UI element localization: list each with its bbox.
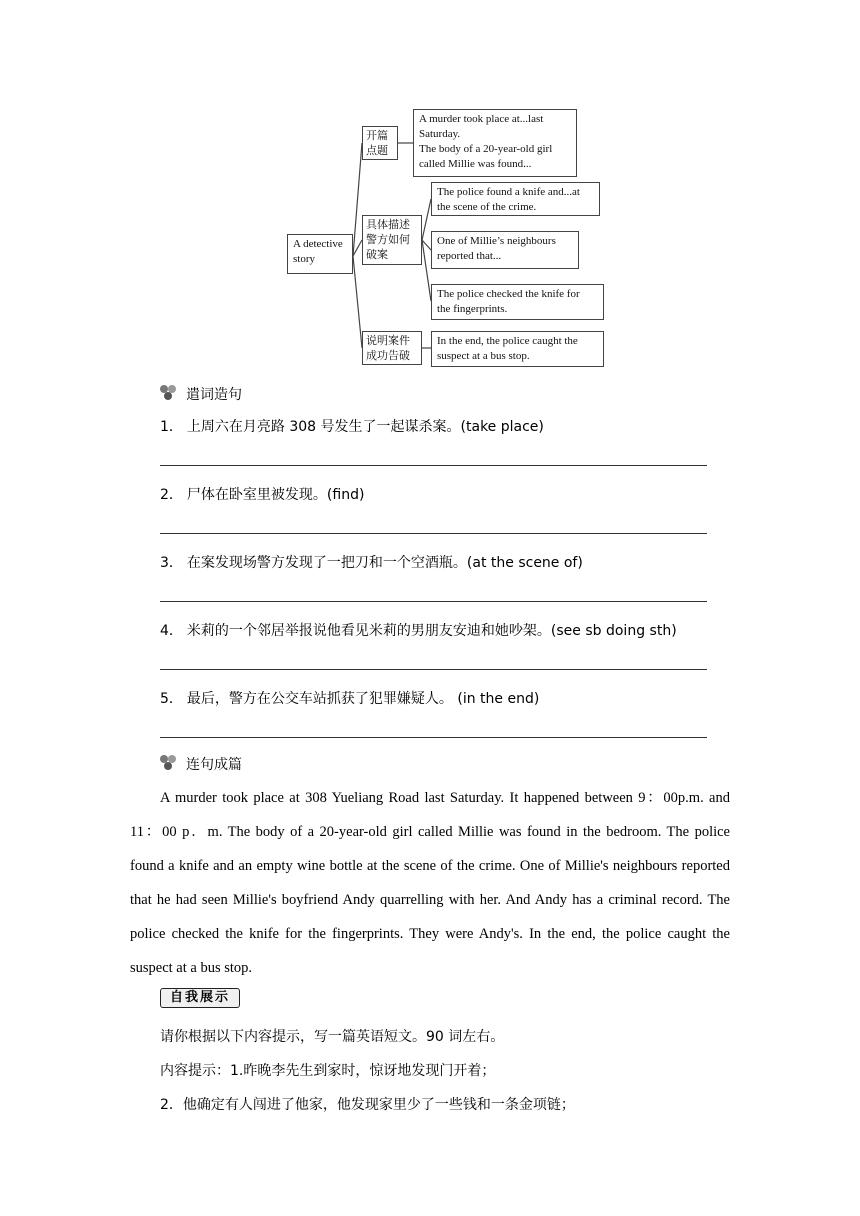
item-text: 米莉的一个邻居举报说他看见米莉的男朋友安迪和她吵架。(see sb doing sth) (186, 623, 677, 639)
section-title: 连句成篇 (186, 757, 242, 773)
item-number: 3． (160, 555, 183, 571)
detective-story-diagram (0, 0, 860, 380)
exercise-item-1 (160, 416, 544, 436)
answer-line-3[interactable] (160, 601, 707, 602)
exercise-item-3 (160, 552, 583, 572)
answer-line-4[interactable] (160, 669, 707, 670)
item-text: 上周六在月亮路 308 号发生了一起谋杀案。(take place) (186, 419, 544, 435)
detail-box-neighbour: One of Millie’s neighbours reported that... (431, 231, 579, 269)
item-text: 最后，警方在公交车站抓获了犯罪嫌疑人。 (in the end) (186, 691, 540, 707)
detail-box-murder: A murder took place at...last Saturday. The body of a 20-year-old girl called Millie was found... (413, 109, 577, 177)
exercise-item-4 (160, 620, 677, 640)
model-paragraph (130, 781, 730, 985)
stage-box-investigation: 具体描述 警方如何 破案 (362, 215, 422, 265)
item-number: 4． (160, 623, 183, 639)
detail-box-fingerprints: The police checked the knife for the fingerprints. (431, 284, 604, 320)
item-number: 5． (160, 691, 183, 707)
content-hint-2: 2．他确定有人闯进了他家，他发现家里少了一些钱和一条金项链； (160, 1097, 575, 1113)
answer-line-2[interactable] (160, 533, 707, 534)
item-text: 尸体在卧室里被发现。(find) (186, 487, 365, 503)
detail-box-arrest: In the end, the police caught the suspect at a bus stop. (431, 331, 604, 367)
leaf-bullet-icon (160, 755, 180, 771)
section-title: 遣词造句 (186, 387, 242, 403)
diagram-connectors (0, 0, 860, 380)
badge-label: 自我展示 (160, 988, 240, 1008)
item-number: 2． (160, 487, 183, 503)
paragraph-text: A murder took place at 308 Yueliang Road last Saturday. It happened between 9：00p.m. and 11：00 p．m. The body of a 20-year-old girl called Millie was found in the bedroom. The police found a knife and an empty wine bottle at the scene of the crime. One of Millie's neighbours reported that he had seen Millie's boyfriend Andy quarrelling with her. And Andy has a criminal record. The police checked the knife for the fingerprints. They were Andy's. In the end, the police caught the suspect at a bus stop. (130, 790, 730, 976)
content-hint-1: 内容提示：1.昨晚李先生到家时，惊讶地发现门开着； (160, 1063, 496, 1079)
stage-box-conclusion: 说明案件 成功告破 (362, 331, 422, 365)
exercise-item-2 (160, 484, 364, 504)
section-heading-paragraph (160, 754, 242, 774)
answer-line-1[interactable] (160, 465, 707, 466)
self-display-badge (160, 988, 240, 1008)
leaf-bullet-icon (160, 385, 180, 401)
exercise-item-5 (160, 688, 539, 708)
root-box: A detective story (287, 234, 353, 274)
writing-instruction: 请你根据以下内容提示，写一篇英语短文。90 词左右。 (160, 1029, 505, 1045)
item-text: 在案发现场警方发现了一把刀和一个空酒瓶。(at the scene of) (186, 555, 583, 571)
section-heading-sentences (160, 384, 242, 404)
stage-box-opening: 开篇 点题 (362, 126, 398, 160)
detail-box-knife: The police found a knife and...at the scene of the crime. (431, 182, 600, 216)
item-number: 1． (160, 419, 183, 435)
answer-line-5[interactable] (160, 737, 707, 738)
